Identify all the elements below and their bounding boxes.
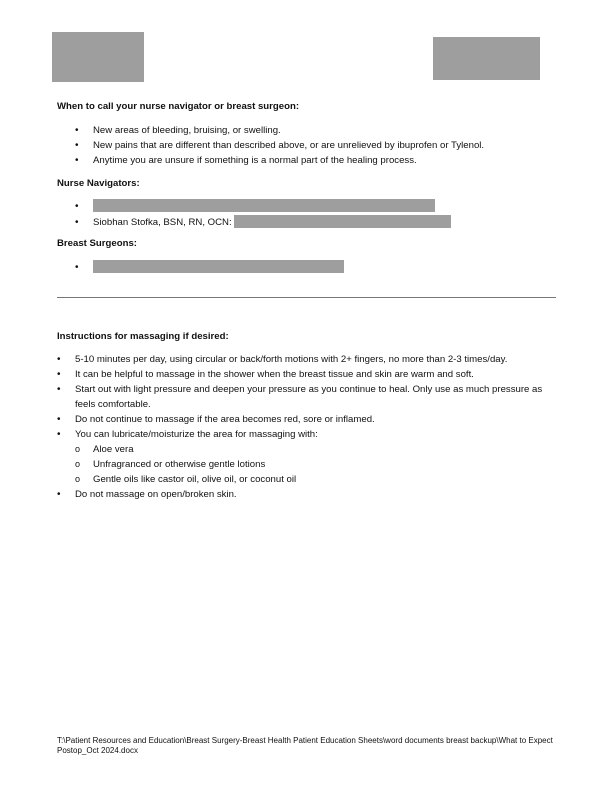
surgeon-section-list [75,260,555,276]
redacted-contact [93,199,435,212]
massage-section-list [57,352,557,502]
list-item-text: You can lubricate/moisturize the area for massaging with: [75,429,318,440]
list-item: • It can be helpful to massage in the shower when the breast tissue and skin are warm and soft. [57,367,557,382]
list-item: • Do not continue to massage if the area becomes red, sore or inflamed. [57,412,557,427]
nurse-section-list [75,199,555,231]
massage-section-heading: Instructions for massaging if desired: [57,331,229,342]
nurse-section-heading: Nurse Navigators: [57,178,140,189]
list-item [75,215,555,231]
list-item: • Start out with light pressure and deepen your pressure as you continue to heal. Only use as much pressure as feels comfortable. [57,382,557,412]
list-item: • Do not massage on open/broken skin. [57,487,557,502]
sub-list-item: o Unfragranced or otherwise gentle lotions [75,457,557,472]
list-item: • New pains that are different than described above, or are unrelieved by ibuprofen or Tylenol. [75,138,555,153]
sub-list-item: o Aloe vera [75,442,557,457]
redacted-logo-left [52,32,144,82]
redacted-contact [234,215,451,228]
list-item [57,427,557,487]
list-item: • 5-10 minutes per day, using circular or back/forth motions with 2+ fingers, no more than 2-3 times/day. [57,352,557,367]
sub-list-item: o Gentle oils like castor oil, olive oil, or coconut oil [75,472,557,487]
surgeon-section-heading: Breast Surgeons: [57,238,137,249]
redacted-logo-right [433,37,540,80]
footer-file-path: T:\Patient Resources and Education\Breast Surgery-Breast Health Patient Education Sheets\word documents breast backup\What to Expect Postop_Oct 2024.docx [57,736,553,756]
redacted-contact [93,260,344,273]
list-item: • New areas of bleeding, bruising, or swelling. [75,123,555,138]
list-item: • Anytime you are unsure if something is a normal part of the healing process. [75,153,555,168]
list-item [75,199,555,215]
call-section-heading: When to call your nurse navigator or breast surgeon: [57,101,300,112]
list-item [75,260,555,276]
named-navigator: Siobhan Stofka, BSN, RN, OCN: [93,217,232,228]
section-divider [57,297,556,298]
call-section-list [75,123,555,168]
lubricant-sub-list [75,442,557,487]
